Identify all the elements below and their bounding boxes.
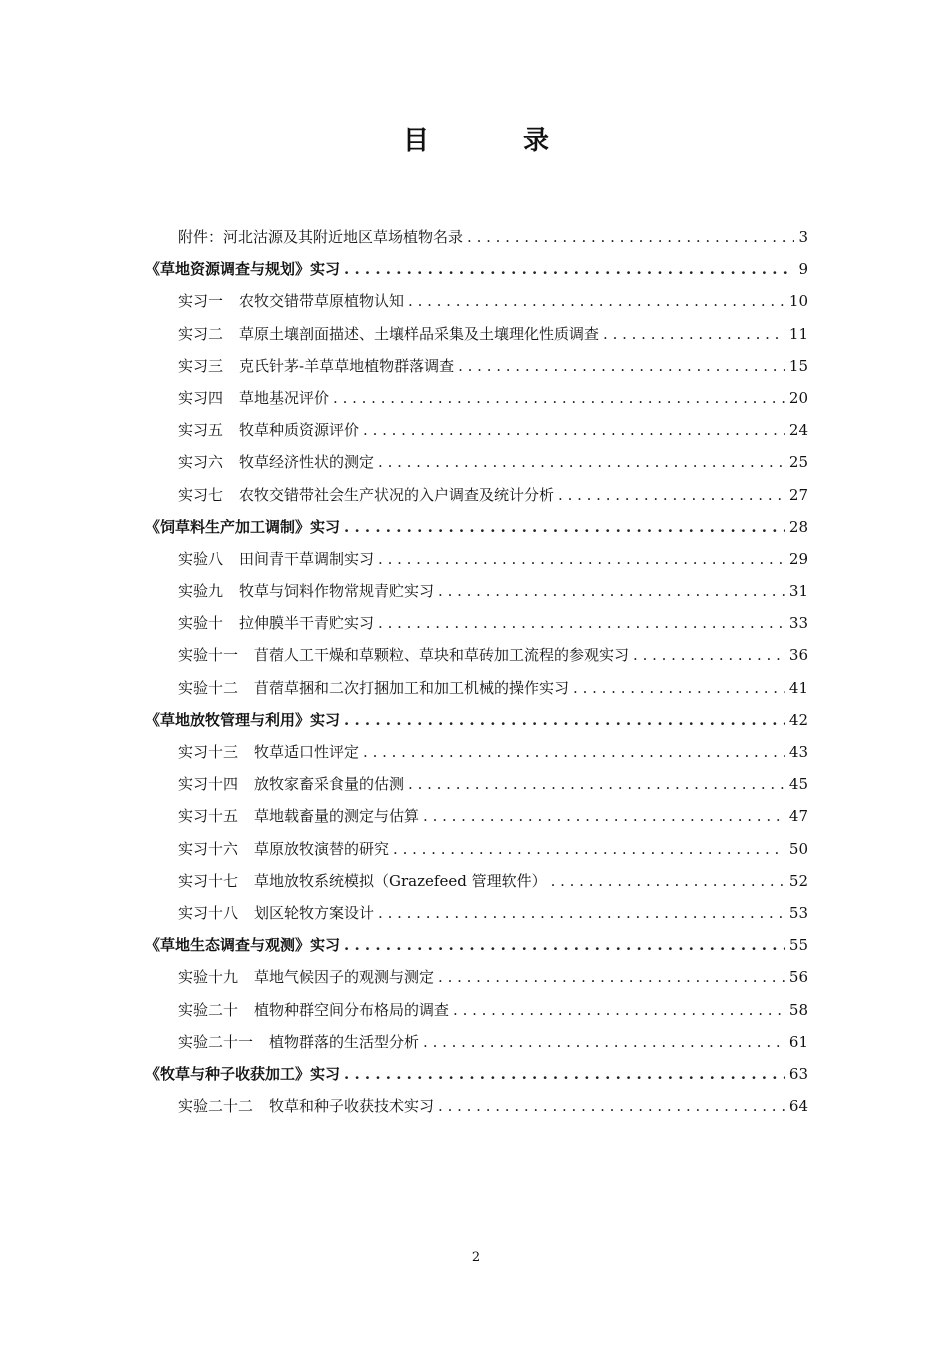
- toc-page-number: 52: [788, 871, 808, 890]
- toc-label: [178, 285, 404, 317]
- toc-page-number: 9: [798, 260, 808, 279]
- toc-page-number: 24: [788, 421, 808, 440]
- toc-title: 草地放牧系统模拟（Grazefeed 管理软件）: [254, 871, 547, 890]
- toc-label: [178, 961, 434, 993]
- toc-entry-number: 实验二十二: [178, 1097, 254, 1116]
- dot-leader: [378, 543, 785, 575]
- toc-title: 《草地放牧管理与利用》实习: [145, 710, 341, 729]
- toc-entry[interactable]: [145, 994, 808, 1026]
- toc-page-number: 43: [788, 743, 808, 761]
- toc-page-number: 25: [788, 453, 808, 472]
- toc-label: [145, 929, 340, 961]
- toc-label: [178, 865, 547, 897]
- toc-entry-number: 实习七: [178, 485, 224, 504]
- toc-title: 草地基况评价: [239, 388, 330, 407]
- toc-entry[interactable]: [145, 382, 808, 414]
- toc-entry-number: 实验二十一: [178, 1032, 254, 1051]
- dot-leader: [378, 897, 785, 929]
- toc-entry[interactable]: [145, 961, 808, 993]
- toc-page-number: 10: [788, 292, 808, 311]
- toc-title: 田间青干草调制实习: [239, 549, 375, 568]
- toc-entry-number: 附件：: [178, 228, 224, 246]
- toc-entry[interactable]: [145, 897, 808, 929]
- dot-leader: [378, 446, 785, 478]
- toc-page-number: 33: [788, 614, 808, 633]
- toc-page-number: 58: [788, 1000, 808, 1019]
- toc-page-number: 27: [788, 485, 808, 504]
- toc-entry-number: 实习一: [178, 292, 224, 311]
- toc-entry-number: 实验十: [178, 614, 224, 633]
- toc-entry-number: 实习六: [178, 453, 224, 472]
- dot-leader: [558, 479, 785, 511]
- toc-title: 河北沽源及其附近地区草场植物名录: [223, 228, 464, 246]
- toc-entry-number: 实习十四: [178, 775, 239, 794]
- toc-label: [178, 736, 359, 768]
- toc-title: 草地载畜量的测定与估算: [254, 807, 420, 826]
- toc-label: [178, 350, 454, 382]
- toc-label: [178, 994, 449, 1026]
- toc-entry-number: 实习五: [178, 421, 224, 440]
- table-of-contents: [145, 221, 808, 1122]
- toc-label: [145, 253, 340, 285]
- toc-title: 克氏针茅-羊草草地植物群落调查: [239, 356, 455, 375]
- toc-page-number: 55: [788, 936, 808, 955]
- toc-label: [178, 414, 359, 446]
- dot-leader: [423, 1026, 785, 1058]
- toc-entry[interactable]: [145, 1090, 808, 1122]
- toc-title: 草地气候因子的观测与测定: [254, 968, 435, 987]
- toc-entry[interactable]: [145, 1026, 808, 1058]
- toc-title: 草原土壤剖面描述、土壤样品采集及土壤理化性质调查: [239, 324, 600, 343]
- dot-leader: [344, 253, 794, 285]
- dot-leader: [378, 607, 785, 639]
- dot-leader: [453, 994, 785, 1026]
- toc-label: [178, 575, 434, 607]
- toc-page-number: 28: [788, 517, 808, 536]
- toc-page-number: 63: [788, 1064, 808, 1083]
- toc-title: 植物种群空间分布格局的调查: [254, 1000, 450, 1019]
- dot-leader: [344, 511, 785, 543]
- toc-title: 农牧交错带社会生产状况的入户调查及统计分析: [239, 485, 555, 504]
- toc-entry-number: 实习二: [178, 324, 224, 343]
- toc-page-number: 3: [798, 228, 808, 246]
- toc-section[interactable]: [145, 1058, 808, 1090]
- toc-title: 牧草种质资源评价: [239, 421, 360, 440]
- dot-leader: [467, 221, 794, 253]
- dot-leader: [344, 1058, 785, 1090]
- toc-entry[interactable]: [145, 285, 808, 317]
- toc-title: 放牧家畜采食量的估测: [254, 775, 405, 794]
- toc-entry[interactable]: [145, 865, 808, 897]
- toc-entry-number: 实验九: [178, 582, 224, 601]
- dot-leader: [458, 350, 785, 382]
- dot-leader: [363, 414, 785, 446]
- toc-page-number: 31: [788, 582, 808, 601]
- toc-label: [178, 768, 404, 800]
- toc-entry[interactable]: [145, 833, 808, 865]
- toc-section[interactable]: [145, 929, 808, 961]
- dot-leader: [438, 1090, 785, 1122]
- dot-leader: [423, 800, 785, 832]
- toc-entry[interactable]: [145, 575, 808, 607]
- dot-leader: [363, 736, 785, 768]
- toc-label: [178, 607, 374, 639]
- dot-leader: [573, 672, 785, 704]
- toc-title: 农牧交错带草原植物认知: [239, 292, 405, 311]
- toc-entry[interactable]: [145, 607, 808, 639]
- toc-title: 《饲草料生产加工调制》实习: [145, 517, 341, 536]
- toc-title: 牧草适口性评定: [254, 743, 360, 761]
- toc-entry-number: 实验二十: [178, 1000, 239, 1019]
- dot-leader: [551, 865, 785, 897]
- dot-leader: [633, 639, 785, 671]
- toc-entry[interactable]: [145, 414, 808, 446]
- toc-entry[interactable]: [145, 736, 808, 768]
- toc-title: 牧草和种子收获技术实习: [269, 1097, 435, 1116]
- dot-leader: [393, 833, 785, 865]
- page-title: 目 录: [402, 126, 583, 156]
- dot-leader: [438, 961, 785, 993]
- toc-page-number: 50: [788, 839, 808, 858]
- toc-entry-number: 实习十七: [178, 871, 239, 890]
- toc-label: [178, 543, 374, 575]
- toc-section[interactable]: [145, 511, 808, 543]
- toc-entry[interactable]: [145, 446, 808, 478]
- toc-entry[interactable]: [145, 800, 808, 832]
- toc-title: 划区轮牧方案设计: [254, 903, 375, 922]
- toc-entry[interactable]: [145, 318, 808, 350]
- toc-title: 植物群落的生活型分析: [269, 1032, 420, 1051]
- toc-entry[interactable]: [145, 768, 808, 800]
- toc-page-number: 47: [788, 807, 808, 826]
- toc-page-number: 15: [788, 356, 808, 375]
- dot-leader: [333, 382, 785, 414]
- toc-entry-number: 实习十五: [178, 807, 239, 826]
- toc-title: 拉伸膜半干青贮实习: [239, 614, 375, 633]
- toc-title: 苜蓿人工干燥和草颗粒、草块和草砖加工流程的参观实习: [254, 646, 630, 665]
- toc-page-number: 53: [788, 903, 808, 922]
- toc-entry-number: 实习三: [178, 356, 224, 375]
- toc-page-number: 20: [788, 388, 808, 407]
- toc-title: 草原放牧演替的研究: [254, 839, 390, 858]
- dot-leader: [344, 929, 785, 961]
- toc-label: [178, 221, 463, 253]
- toc-page-number: 64: [788, 1097, 808, 1116]
- toc-label: [178, 639, 629, 671]
- toc-title: 牧草与饲料作物常规青贮实习: [239, 582, 435, 601]
- toc-entry[interactable]: [145, 543, 808, 575]
- toc-label: [178, 1090, 434, 1122]
- toc-entry[interactable]: [145, 350, 808, 382]
- toc-entry[interactable]: [145, 639, 808, 671]
- toc-page-number: 42: [788, 710, 808, 729]
- toc-title: 《牧草与种子收获加工》实习: [145, 1064, 341, 1083]
- toc-label: [178, 382, 329, 414]
- toc-label: [178, 446, 374, 478]
- toc-page-number: 29: [788, 549, 808, 568]
- toc-label: [178, 833, 389, 865]
- toc-page-number: 56: [788, 968, 808, 987]
- toc-entry-number: 实习十八: [178, 903, 239, 922]
- dot-leader: [603, 318, 785, 350]
- dot-leader: [408, 768, 785, 800]
- dot-leader: [408, 285, 785, 317]
- toc-label: [145, 511, 340, 543]
- toc-entry-number: 实习四: [178, 388, 224, 407]
- dot-leader: [438, 575, 785, 607]
- toc-label: [178, 800, 419, 832]
- toc-entry[interactable]: [145, 672, 808, 704]
- toc-label: [178, 897, 374, 929]
- toc-label: [178, 318, 599, 350]
- toc-section[interactable]: [145, 704, 808, 736]
- toc-page-number: 45: [788, 775, 808, 794]
- toc-title: 牧草经济性状的测定: [239, 453, 375, 472]
- toc-label: [178, 1026, 419, 1058]
- toc-entry-number: 实验八: [178, 549, 224, 568]
- toc-page-number: 41: [788, 678, 808, 697]
- toc-entry-number: 实习十六: [178, 839, 239, 858]
- toc-title: 《草地生态调查与观测》实习: [145, 936, 341, 955]
- toc-label: [178, 672, 569, 704]
- toc-entry-number: 实验十二: [178, 678, 239, 697]
- toc-page-number: 11: [788, 324, 808, 343]
- toc-title: 《草地资源调查与规划》实习: [145, 260, 341, 279]
- toc-label: [178, 479, 554, 511]
- toc-page-number: 36: [788, 646, 808, 665]
- toc-entry[interactable]: [145, 479, 808, 511]
- toc-label: [145, 1058, 340, 1090]
- toc-entry-number: 实习十三: [178, 743, 239, 761]
- toc-entry-number: 实验十九: [178, 968, 239, 987]
- toc-entry[interactable]: [145, 221, 808, 253]
- page-number: 2: [471, 1250, 481, 1265]
- toc-entry-number: 实验十一: [178, 646, 239, 665]
- toc-title: 苜蓿草捆和二次打捆加工和加工机械的操作实习: [254, 678, 570, 697]
- toc-section[interactable]: [145, 253, 808, 285]
- toc-page-number: 61: [788, 1032, 808, 1051]
- dot-leader: [344, 704, 785, 736]
- toc-label: [145, 704, 340, 736]
